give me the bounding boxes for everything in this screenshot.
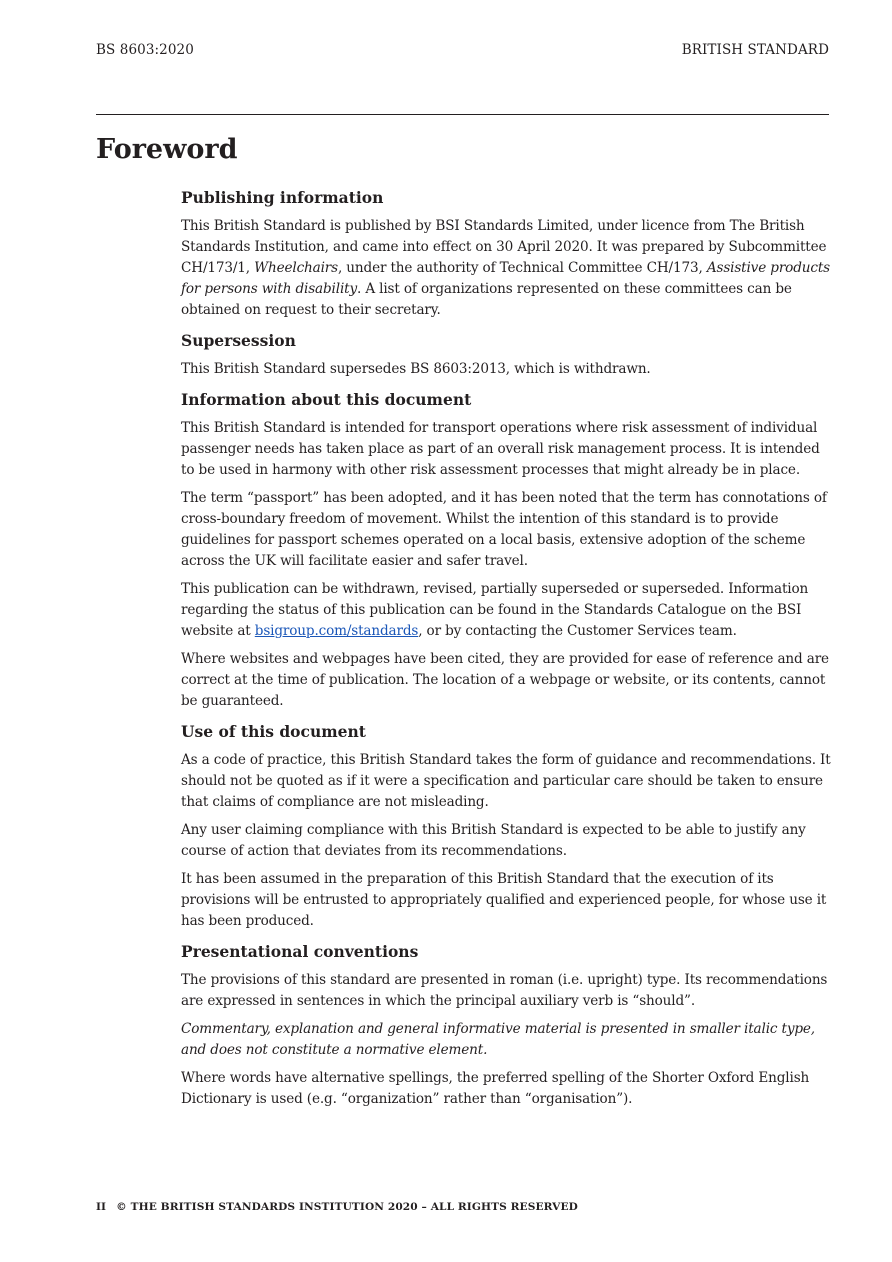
page-footer xyxy=(96,1201,578,1213)
section-supersession xyxy=(181,331,831,380)
page-number: II xyxy=(96,1201,107,1213)
text-run: . A list of organizations represented on these committees can be obtained on request to their secretary. xyxy=(181,281,792,318)
section-information-about-document xyxy=(181,390,831,712)
foreword-content xyxy=(181,188,831,1117)
section-heading: Use of this document xyxy=(181,722,366,741)
commentary-paragraph: Commentary, explanation and general informative material is presented in smaller italic type, and does not constitute a normative element. xyxy=(181,1021,815,1058)
supersession-paragraph: This British Standard supersedes BS 8603:2013, which is withdrawn. xyxy=(181,361,651,377)
information-paragraph: Where websites and webpages have been cited, they are provided for ease of reference and are correct at the time of publication. The location of a webpage or website, or its contents, cannot be guaranteed. xyxy=(181,651,829,709)
section-presentational-conventions xyxy=(181,942,831,1110)
section-heading: Publishing information xyxy=(181,188,384,207)
information-paragraph: This British Standard is intended for transport operations where risk assessment of individual passenger needs has taken place as part of an overall risk management process. It is intended to be used in harmony with other risk assessment processes that might already be in place. xyxy=(181,420,820,478)
section-use-of-document xyxy=(181,722,831,932)
information-paragraph xyxy=(181,579,831,642)
section-heading: Presentational conventions xyxy=(181,942,419,961)
section-heading: Supersession xyxy=(181,331,296,350)
text-run: This British Standard is published by BSI Standards Limited, under licence from The British Standards Institution, and came into effect on 30 April 2020. It was prepared by Subcommittee CH/173/1, xyxy=(181,218,827,276)
committee-name: Assistive products for persons with disability xyxy=(181,260,830,297)
information-paragraph: The term “passport” has been adopted, and it has been noted that the term has connotations of cross-boundary freedom of movement. Whilst the intention of this standard is to provide guidelines for passport schemes operated on a local basis, extensive adoption of the scheme across the UK will facilitate easier and safer travel. xyxy=(181,490,827,569)
text-run: , under the authority of Technical Committee CH/173, xyxy=(337,260,707,276)
subcommittee-name: Wheelchairs xyxy=(254,260,338,276)
bsi-standards-link[interactable]: bsigroup.com/standards xyxy=(254,623,419,639)
running-header xyxy=(96,42,829,60)
use-paragraph: Any user claiming compliance with this British Standard is expected to be able to justify any course of action that deviates from its recommendations. xyxy=(181,822,806,859)
conventions-paragraph: The provisions of this standard are presented in roman (i.e. upright) type. Its recommendations are expressed in sentences in which the principal auxiliary verb is “should”. xyxy=(181,972,828,1009)
page-title: Foreword xyxy=(96,134,238,165)
document-id: BS 8603:2020 xyxy=(96,42,194,58)
use-paragraph: As a code of practice, this British Standard takes the form of guidance and recommendations. It should not be quoted as if it were a specification and particular care should be taken to ensure that claims of compliance are not misleading. xyxy=(181,752,831,810)
header-rule xyxy=(96,114,829,115)
section-publishing-information xyxy=(181,188,831,321)
document-type: BRITISH STANDARD xyxy=(681,42,829,58)
text-run: This publication can be withdrawn, revised, partially superseded or superseded. Information regarding the status of this publication can be found in the Standards Catalogue on the BSI website at xyxy=(181,581,809,639)
section-heading: Information about this document xyxy=(181,390,472,409)
text-run: , or by contacting the Customer Services team. xyxy=(418,623,737,639)
publishing-paragraph xyxy=(181,216,831,321)
copyright-notice: © THE BRITISH STANDARDS INSTITUTION 2020 – ALL RIGHTS RESERVED xyxy=(116,1201,578,1213)
conventions-paragraph: Where words have alternative spellings, the preferred spelling of the Shorter Oxford English Dictionary is used (e.g. “organization” rather than “organisation”). xyxy=(181,1070,810,1107)
use-paragraph: It has been assumed in the preparation of this British Standard that the execution of its provisions will be entrusted to appropriately qualified and experienced people, for whose use it has been produced. xyxy=(181,871,827,929)
